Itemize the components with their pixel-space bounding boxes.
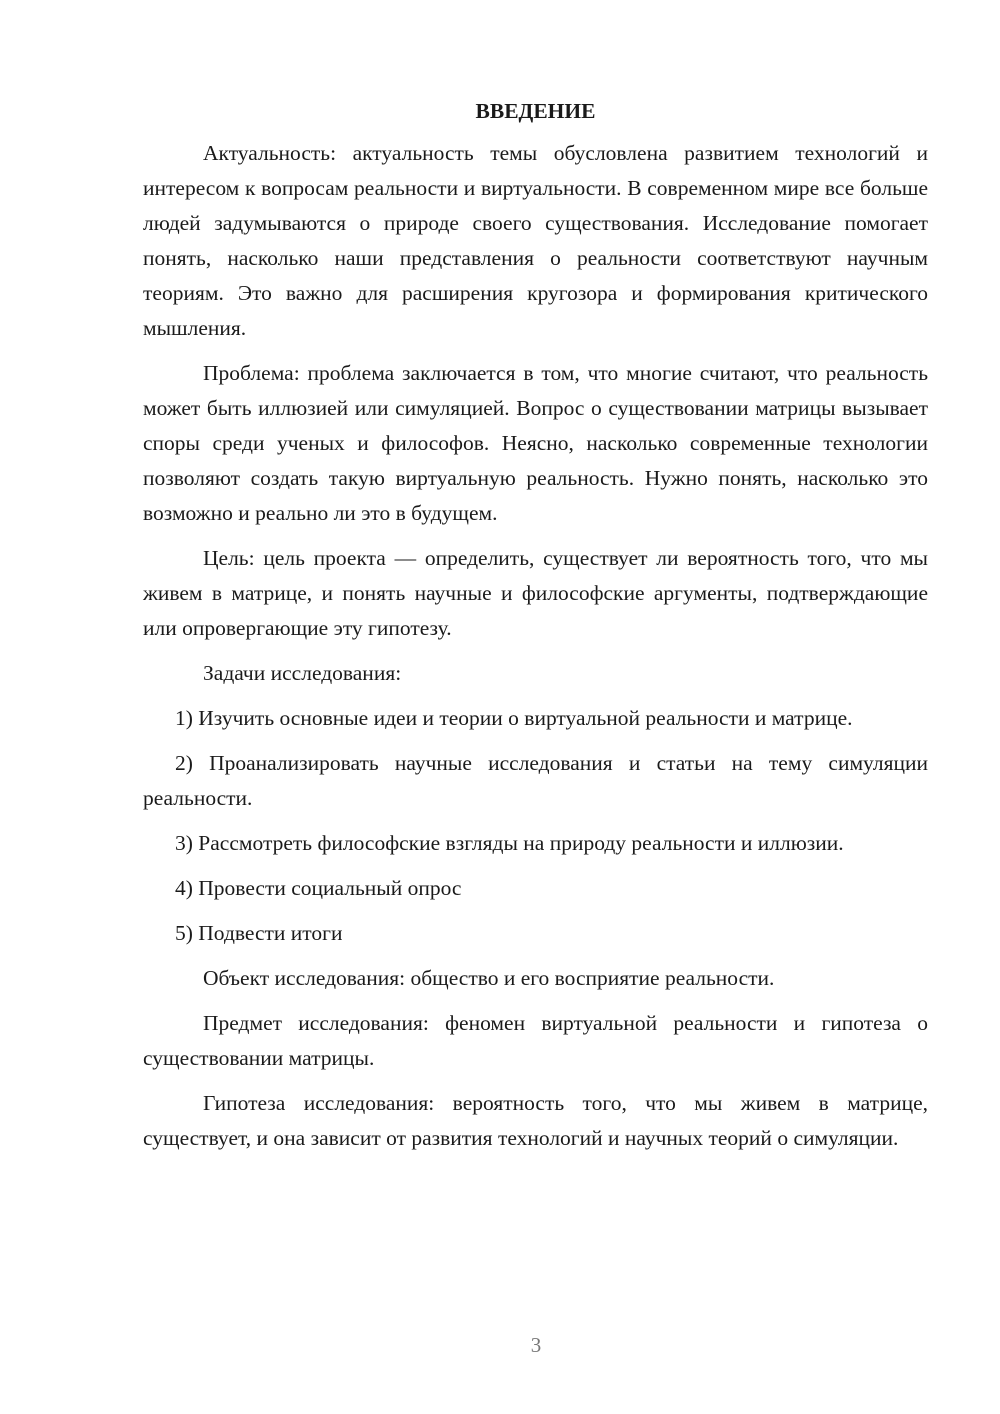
task-item: 5) Подвести итоги: [175, 921, 343, 945]
page-title: ВВЕДЕНИЕ: [475, 99, 596, 123]
hypothesis-paragraph: Гипотеза исследования: вероятность того, что мы живем в матрице, существует, и она зависит от развития технологий и научных теорий о симуляции.: [143, 1091, 928, 1150]
problem-paragraph: Проблема: проблема заключается в том, что многие считают, что реальность может быть иллюзией или симуляцией. Вопрос о существовании матрицы вызывает споры среди ученых и философов. Неясно, насколько современные технологии позволяют создать такую виртуальную реальность. Нужно понять, насколько это возможно и реально ли это в будущем.: [143, 361, 928, 525]
page-number: 3: [530, 1333, 542, 1357]
task-item: 4) Провести социальный опрос: [175, 876, 462, 900]
relevance-paragraph: Актуальность: актуальность темы обусловлена развитием технологий и интересом к вопросам реальности и виртуальности. В современном мире все больше людей задумываются о природе своего существования. Исследование помогает понять, насколько наши представления о реальности соответствуют научным теориям. Это важно для расширения кругозора и формирования критического мышления.: [143, 141, 928, 340]
task-item: 1) Изучить основные идеи и теории о виртуальной реальности и матрице.: [175, 706, 853, 730]
object-paragraph: Объект исследования: общество и его восприятие реальности.: [203, 966, 775, 990]
task-item: 2) Проанализировать научные исследования и статьи на тему симуляции реальности.: [143, 751, 928, 810]
document-page: [143, 96, 928, 1166]
subject-paragraph: Предмет исследования: феномен виртуальной реальности и гипотеза о существовании матрицы.: [143, 1011, 928, 1070]
tasks-list: [143, 701, 928, 951]
goal-paragraph: Цель: цель проекта — определить, существует ли вероятность того, что мы живем в матрице, и понять научные и философские аргументы, подтверждающие или опровергающие эту гипотезу.: [143, 546, 928, 640]
tasks-heading: Задачи исследования:: [203, 661, 402, 685]
task-item: 3) Рассмотреть философские взгляды на природу реальности и иллюзии.: [175, 831, 844, 855]
